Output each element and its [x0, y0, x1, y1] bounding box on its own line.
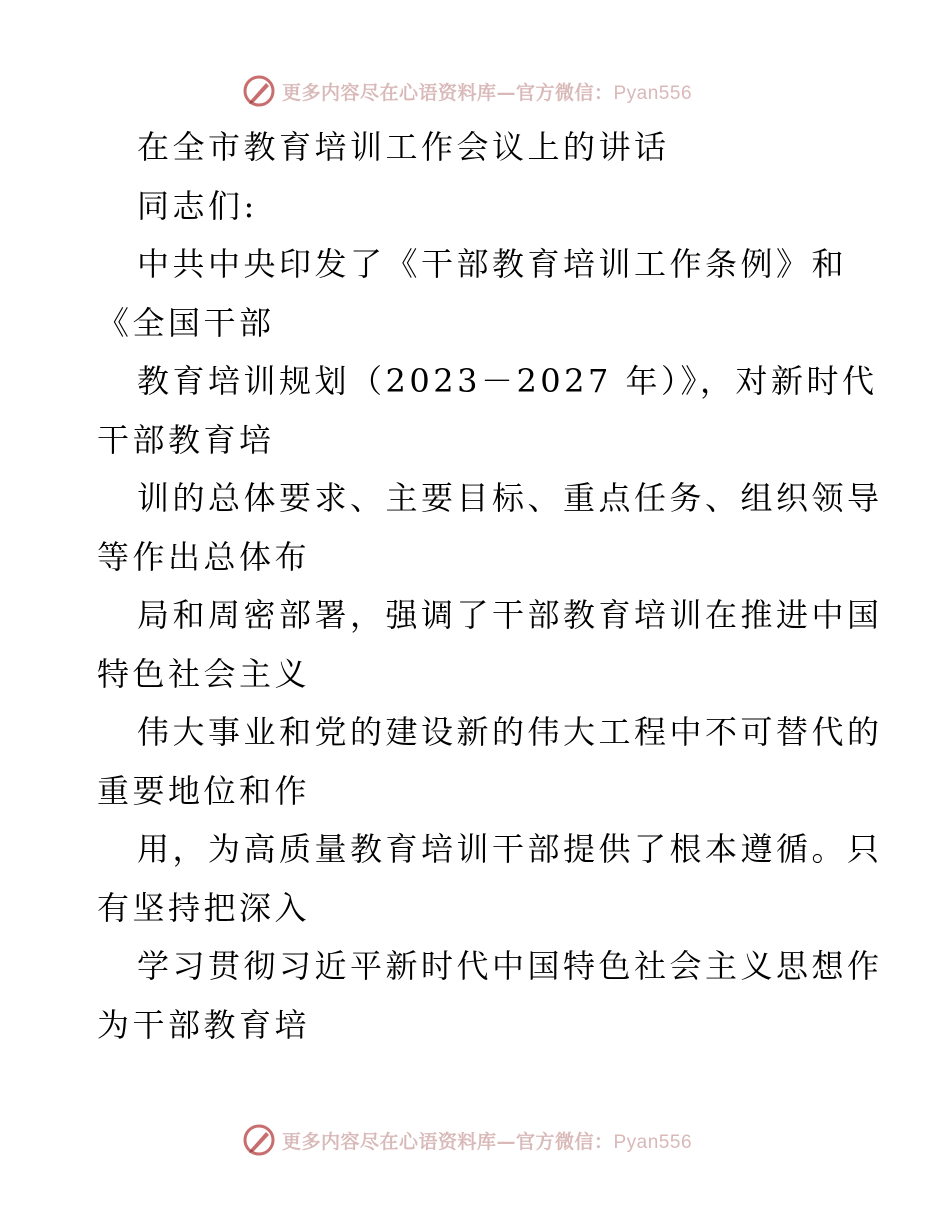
salutation: 同志们: [137, 186, 258, 225]
header-banner-text: 更多内容尽在心语资料库—官方微信：Pyan556 [281, 81, 693, 104]
document-body [97, 118, 883, 1054]
footer-banner-text: 更多内容尽在心语资料库—官方微信：Pyan556 [281, 1130, 693, 1153]
paragraph-line: 训的总体要求、主要目标、重点任务、组织领导 [137, 479, 883, 517]
paragraph-line: 有坚持把深入 [97, 888, 311, 927]
footer-banner [0, 1120, 950, 1160]
quill-pen-logo-icon [242, 74, 276, 108]
paragraph-line: 中共中央印发了《干部教育培训工作条例》和 [137, 245, 848, 283]
paragraph-line: 《全国干部 [97, 303, 275, 342]
paragraph-line: 教育培训规划（2023－2027 年）》，对新时代 [137, 362, 878, 400]
paragraph-line: 等作出总体布 [97, 537, 311, 576]
paragraph-line: 干部教育培 [97, 420, 275, 459]
paragraph-line: 用，为高质量教育培训干部提供了根本遵循。只 [137, 830, 883, 868]
paragraph-line: 局和周密部署，强调了干部教育培训在推进中国 [137, 596, 883, 634]
paragraph-line: 重要地位和作 [97, 771, 311, 810]
document-title: 在全市教育培训工作会议上的讲话 [137, 128, 670, 166]
paragraph-line: 伟大事业和党的建设新的伟大工程中不可替代的 [137, 713, 883, 751]
paragraph-line: 特色社会主义 [97, 654, 311, 693]
paragraph-line: 为干部教育培 [97, 1005, 311, 1044]
paragraph-line: 学习贯彻习近平新时代中国特色社会主义思想作 [137, 947, 883, 985]
header-banner [0, 71, 950, 111]
quill-pen-logo-icon [242, 1123, 276, 1157]
